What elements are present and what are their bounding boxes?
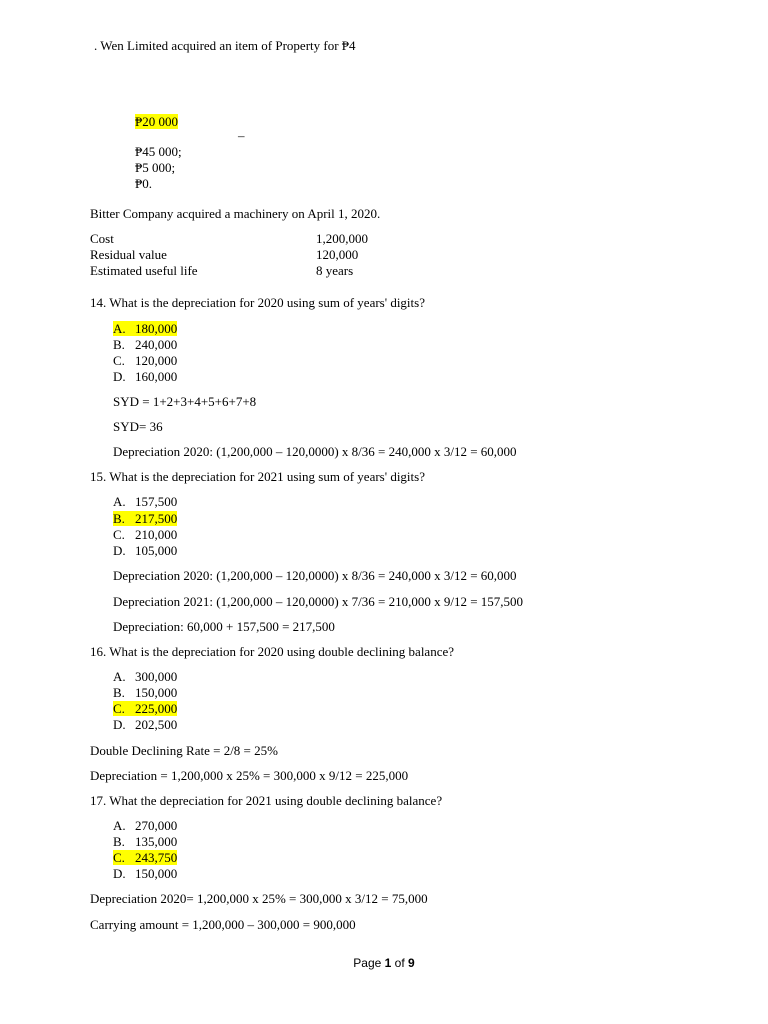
row-value-life: 8 years — [316, 263, 354, 278]
q15-work-2021: Depreciation 2021: (1,200,000 – 120,0000) x 7/36 = 210,000 x 9/12 = 157,500 — [113, 594, 524, 609]
question-16: 16. What is the depreciation for 2020 using double declining balance? — [90, 644, 455, 659]
footer-current-page: 1 — [384, 956, 392, 970]
q15-option-b: B. 217,500 — [113, 511, 178, 526]
bitter-statement: Bitter Company acquired a machinery on April 1, 2020. — [90, 206, 381, 221]
q14-work-syd: SYD = 1+2+3+4+5+6+7+8 — [113, 394, 257, 409]
q16-work-depreciation: Depreciation = 1,200,000 x 25% = 300,000 x 9/12 = 225,000 — [90, 768, 409, 783]
question-17: 17. What the depreciation for 2021 using double declining balance? — [90, 793, 443, 808]
q15-option-d: D. 105,000 — [113, 543, 178, 558]
intro-dash: – — [238, 128, 245, 143]
intro-value-1: ₱45 000; — [135, 144, 182, 159]
q14-option-b: B. 240,000 — [113, 337, 178, 352]
page-footer — [0, 956, 768, 970]
q16-option-b: B. 150,000 — [113, 685, 178, 700]
footer-total-pages: 9 — [408, 956, 415, 970]
intro-line: . Wen Limited acquired an item of Property for ₱4 — [94, 38, 356, 53]
q16-option-a: A. 300,000 — [113, 669, 178, 684]
q14-work-depreciation: Depreciation 2020: (1,200,000 – 120,0000) x 8/36 = 240,000 x 3/12 = 60,000 — [113, 444, 517, 459]
intro-highlighted-value: ₱20 000 — [135, 114, 178, 129]
q16-option-d: D. 202,500 — [113, 717, 178, 732]
q17-option-c: C. 243,750 — [113, 850, 178, 865]
q14-option-d: D. 160,000 — [113, 369, 178, 384]
row-label-life: Estimated useful life — [90, 263, 198, 278]
question-15: 15. What is the depreciation for 2021 using sum of years' digits? — [90, 469, 425, 484]
q17-option-d: D. 150,000 — [113, 866, 178, 881]
intro-value-3: ₱0. — [135, 176, 152, 191]
q15-work-2020: Depreciation 2020: (1,200,000 – 120,0000) x 8/36 = 240,000 x 3/12 = 60,000 — [113, 568, 517, 583]
footer-prefix: Page — [353, 956, 385, 970]
q16-work-rate: Double Declining Rate = 2/8 = 25% — [90, 743, 278, 758]
intro-value-2: ₱5 000; — [135, 160, 176, 175]
q17-work-carrying: Carrying amount = 1,200,000 – 300,000 = 900,000 — [90, 917, 356, 932]
q16-option-c: C. 225,000 — [113, 701, 178, 716]
footer-of: of — [391, 956, 409, 970]
q17-option-a: A. 270,000 — [113, 818, 178, 833]
q15-option-c: C. 210,000 — [113, 527, 178, 542]
question-14: 14. What is the depreciation for 2020 using sum of years' digits? — [90, 295, 425, 310]
q14-work-syd-total: SYD= 36 — [113, 419, 163, 434]
q14-option-a: A. 180,000 — [113, 321, 178, 336]
row-value-residual: 120,000 — [316, 247, 359, 262]
q17-work-2020: Depreciation 2020= 1,200,000 x 25% = 300,000 x 3/12 = 75,000 — [90, 891, 428, 906]
q15-option-a: A. 157,500 — [113, 494, 178, 509]
q14-option-c: C. 120,000 — [113, 353, 178, 368]
row-value-cost: 1,200,000 — [316, 231, 368, 246]
row-label-cost: Cost — [90, 231, 114, 246]
q15-work-total: Depreciation: 60,000 + 157,500 = 217,500 — [113, 619, 335, 634]
q17-option-b: B. 135,000 — [113, 834, 178, 849]
row-label-residual: Residual value — [90, 247, 167, 262]
